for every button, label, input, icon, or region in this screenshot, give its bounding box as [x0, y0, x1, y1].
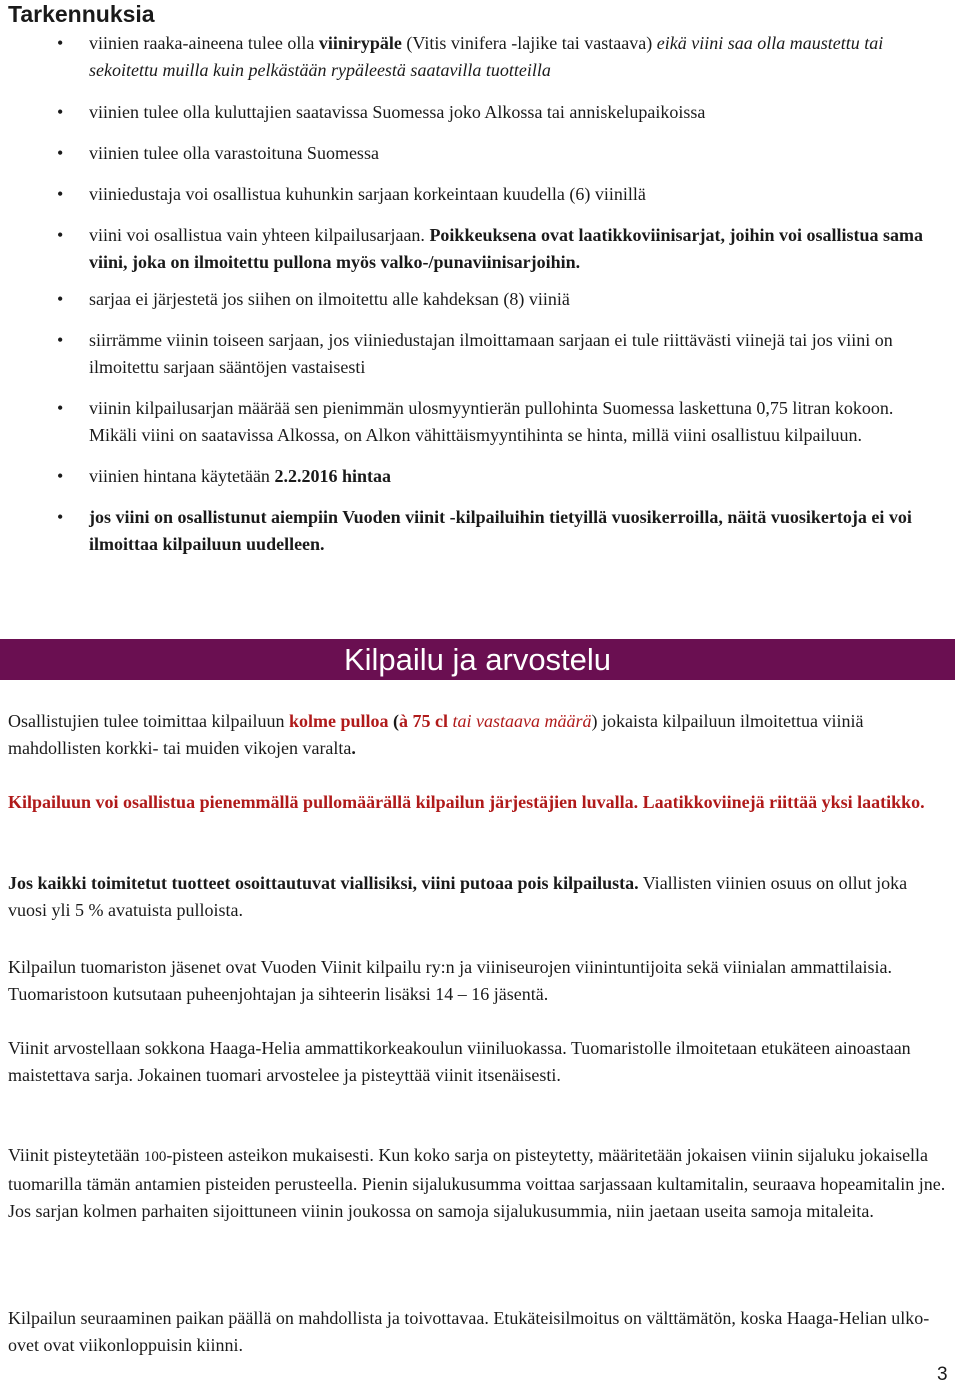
bullet-icon: •: [57, 289, 64, 309]
bullet-icon: •: [57, 102, 64, 122]
section-title: Kilpailu ja arvostelu: [343, 642, 612, 677]
paragraph-faulty: Jos kaikki toimitetut tuotteet osoittautuvat viallisiksi, viini putoaa pois kilpailusta. Viallisten viinien osuus on ollut joka vuosi yli 5 % avatuista pulloista.: [8, 873, 908, 920]
paragraph-fewer-bottles: Kilpailuun voi osallistua pienemmällä pullomäärällä kilpailun järjestäjien luvalla. Laatikkoviinejä riittää yksi laatikko.: [8, 792, 925, 812]
bullet-icon: •: [57, 143, 64, 163]
list-item: • sarjaa ei järjestetä jos siihen on ilmoitettu alle kahdeksan (8) viiniä: [0, 286, 960, 313]
bullet-icon: •: [57, 466, 64, 486]
page-number: 3: [937, 1364, 948, 1385]
list-item: • viinien hintana käytetään 2.2.2016 hintaa: [0, 463, 960, 490]
bullet-icon: •: [57, 225, 64, 245]
list-item: • siirrämme viinin toiseen sarjaan, jos viiniedustajan ilmoittamaan sarjaan ei tule riittävästi viinejä tai jos viini on ilmoitettu sarjaan sääntöjen vastaisesti: [0, 327, 960, 381]
section-heading: Tarkennuksia: [8, 1, 155, 27]
paragraph-bottles: Osallistujien tulee toimittaa kilpailuun kolme pulloa (à 75 cl tai vastaava määrä) jokaista kilpailuun ilmoitettua viiniä mahdollisten korkki- tai muiden vikojen varalta.: [8, 711, 864, 758]
list-item: • viiniedustaja voi osallistua kuhunkin sarjaan korkeintaan kuudella (6) viinillä: [0, 181, 960, 208]
rules-list: [0, 30, 960, 558]
bullet-icon: •: [57, 507, 64, 527]
paragraph-scoring: Viinit pisteytetään 100-pisteen asteikon mukaisesti. Kun koko sarja on pisteytetty, määritetään jokaisen viinin sijaluku jokaisella tuomarilla tämän antamien pisteiden perusteella. Pienin sijalukusumma voittaa sarjassaan kultamitalin, seuraava hopeamitalin jne. Jos sarjan kolmen parhaiten sijoittuneen viinin joukossa on samoja sijalukusummia, niin jaetaan useita samoja mitaleita.: [8, 1145, 946, 1221]
bullet-icon: •: [57, 184, 64, 204]
list-item: • viinin kilpailusarjan määrää sen pienimmän ulosmyyntierän pullohinta Suomessa laskettuna 0,75 litran kokoon. Mikäli viini on saatavissa Alkossa, on Alkon vähittäismyyntihinta se hinta, millä viini osallistuu kilpailuun.: [0, 395, 960, 449]
bullet-icon: •: [57, 33, 64, 53]
list-item: • viinien tulee olla varastoituna Suomessa: [0, 140, 960, 167]
paragraph-jury: Kilpailun tuomariston jäsenet ovat Vuoden Viinit kilpailu ry:n ja viiniseurojen viinintuntijoita sekä viinialan ammattilaisia. Tuomaristoon kutsutaan puheenjohtajan ja sihteerin lisäksi 14 – 16 jäsentä.: [8, 957, 893, 1004]
list-item: • viini voi osallistua vain yhteen kilpailusarjaan. Poikkeuksena ovat laatikkoviinisarjat, joihin voi osallistua sama viini, joka on ilmoitettu pullona myös valko-/punaviinisarjoihin.: [0, 222, 960, 276]
section-banner: [0, 639, 955, 680]
paragraph-blind-tasting: Viinit arvostellaan sokkona Haaga-Helia ammattikorkeakoulun viiniluokassa. Tuomaristolle ilmoitetaan etukäteen ainoastaan maistettava sarja. Jokainen tuomari arvostelee ja pisteyttää viinit itsenäisesti.: [8, 1038, 911, 1085]
list-item: • jos viini on osallistunut aiempiin Vuoden viinit -kilpailuihin tietyillä vuosikerroilla, näitä vuosikertoja ei voi ilmoittaa kilpailuun uudelleen.: [0, 504, 960, 558]
list-item: • viinien raaka-aineena tulee olla viinirypäle (Vitis vinifera -lajike tai vastaava) eikä viini saa olla maustettu tai sekoitettu muilla kuin pelkästään rypäleestä saatavilla tuotteilla: [0, 30, 960, 84]
bullet-icon: •: [57, 330, 64, 350]
bullet-icon: •: [57, 398, 64, 418]
list-item: • viinien tulee olla kuluttajien saatavissa Suomessa joko Alkossa tai anniskelupaikoissa: [0, 99, 960, 126]
paragraph-attendance: Kilpailun seuraaminen paikan päällä on mahdollista ja toivottavaa. Etukäteisilmoitus on välttämätön, koska Haaga-Helian ulko-ovet ovat viikonloppuisin kiinni.: [8, 1308, 930, 1355]
